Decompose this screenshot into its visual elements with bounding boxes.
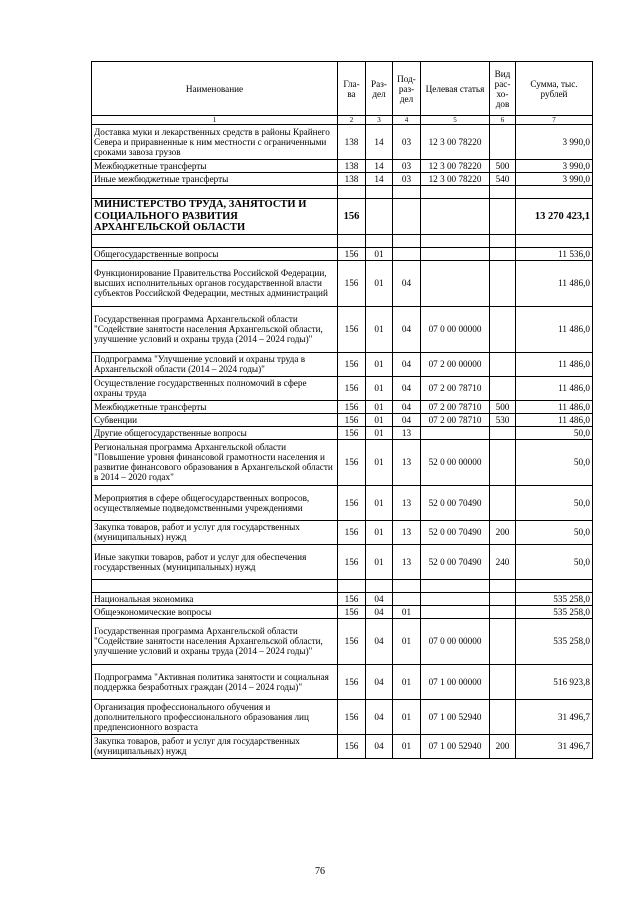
row-chapter-cell: 138 bbox=[338, 173, 366, 186]
row-name-cell: Осуществление государственных полномочий в сфере охраны труда bbox=[92, 376, 338, 400]
table-row bbox=[92, 618, 593, 664]
row-name-cell: Региональная программа Архангельской области "Повышение уровня финансовой грамотности населения и развитие финансового образования в Архангельской области в 2014 – 2020 годах" bbox=[92, 439, 338, 485]
row-target-cell bbox=[421, 579, 490, 592]
row-section-cell: 01 bbox=[366, 520, 393, 544]
row-target-cell bbox=[421, 605, 490, 618]
row-exp-type-cell bbox=[490, 199, 516, 235]
col-num: 4 bbox=[393, 116, 421, 125]
row-sum-cell: 11 486,0 bbox=[516, 376, 593, 400]
row-exp-type-cell bbox=[490, 605, 516, 618]
row-subsection-cell: 03 bbox=[393, 160, 421, 173]
row-subsection-cell: 04 bbox=[393, 400, 421, 413]
row-target-cell bbox=[421, 247, 490, 260]
row-section-cell: 01 bbox=[366, 485, 393, 520]
budget-table bbox=[91, 61, 593, 759]
table-row bbox=[92, 199, 593, 235]
row-section-cell: 01 bbox=[366, 413, 393, 426]
row-target-cell bbox=[421, 426, 490, 439]
table-row bbox=[92, 173, 593, 186]
row-target-cell: 07 1 00 00000 bbox=[421, 664, 490, 699]
page-number: 76 bbox=[315, 866, 325, 877]
row-section-cell: 01 bbox=[366, 247, 393, 260]
row-chapter-cell: 156 bbox=[338, 544, 366, 579]
row-chapter-cell: 156 bbox=[338, 664, 366, 699]
row-name-cell: Иные межбюджетные трансферты bbox=[92, 173, 338, 186]
row-subsection-cell: 13 bbox=[393, 426, 421, 439]
row-sum-cell: 31 496,7 bbox=[516, 734, 593, 758]
row-exp-type-cell: 540 bbox=[490, 173, 516, 186]
row-subsection-cell: 13 bbox=[393, 544, 421, 579]
row-subsection-cell: 01 bbox=[393, 699, 421, 734]
row-chapter-cell: 156 bbox=[338, 592, 366, 605]
header-exp-type: Вид рас-хо-дов bbox=[490, 62, 516, 116]
row-target-cell bbox=[421, 260, 490, 306]
row-chapter-cell: 156 bbox=[338, 247, 366, 260]
row-section-cell: 04 bbox=[366, 699, 393, 734]
row-sum-cell: 50,0 bbox=[516, 544, 593, 579]
table-row bbox=[92, 664, 593, 699]
row-subsection-cell: 04 bbox=[393, 413, 421, 426]
row-exp-type-cell bbox=[490, 485, 516, 520]
row-chapter-cell: 156 bbox=[338, 520, 366, 544]
row-sum-cell: 11 486,0 bbox=[516, 260, 593, 306]
row-subsection-cell: 01 bbox=[393, 618, 421, 664]
row-target-cell bbox=[421, 234, 490, 247]
row-exp-type-cell bbox=[490, 579, 516, 592]
row-name-cell: Мероприятия в сфере общегосударственных вопросов, осуществляемые подведомственными учреждениями bbox=[92, 485, 338, 520]
row-target-cell: 12 3 00 78220 bbox=[421, 125, 490, 160]
row-subsection-cell: 13 bbox=[393, 439, 421, 485]
row-name-cell: Общеэкономические вопросы bbox=[92, 605, 338, 618]
row-sum-cell: 31 496,7 bbox=[516, 699, 593, 734]
row-subsection-cell: 04 bbox=[393, 306, 421, 352]
table-row bbox=[92, 579, 593, 592]
row-exp-type-cell bbox=[490, 664, 516, 699]
row-name-cell: Национальная экономика bbox=[92, 592, 338, 605]
header-name: Наименование bbox=[92, 62, 338, 116]
row-exp-type-cell: 530 bbox=[490, 413, 516, 426]
row-chapter-cell: 156 bbox=[338, 352, 366, 376]
row-name-cell: Иные закупки товаров, работ и услуг для обеспечения государственных (муниципальных) нужд bbox=[92, 544, 338, 579]
header-section: Раз-дел bbox=[366, 62, 393, 116]
row-target-cell bbox=[421, 592, 490, 605]
row-chapter-cell: 156 bbox=[338, 426, 366, 439]
table-row bbox=[92, 376, 593, 400]
row-section-cell: 14 bbox=[366, 160, 393, 173]
row-sum-cell: 13 270 423,1 bbox=[516, 199, 593, 235]
row-sum-cell: 535 258,0 bbox=[516, 618, 593, 664]
row-chapter-cell bbox=[338, 186, 366, 199]
row-name-cell bbox=[92, 579, 338, 592]
row-subsection-cell: 04 bbox=[393, 260, 421, 306]
row-section-cell: 01 bbox=[366, 426, 393, 439]
row-exp-type-cell bbox=[490, 618, 516, 664]
row-sum-cell: 3 990,0 bbox=[516, 160, 593, 173]
table-header-row bbox=[92, 62, 593, 116]
row-target-cell: 52 0 00 70490 bbox=[421, 485, 490, 520]
row-name-cell: Межбюджетные трансферты bbox=[92, 400, 338, 413]
row-chapter-cell: 156 bbox=[338, 199, 366, 235]
row-chapter-cell: 156 bbox=[338, 413, 366, 426]
row-chapter-cell: 156 bbox=[338, 400, 366, 413]
row-name-cell: Межбюджетные трансферты bbox=[92, 160, 338, 173]
row-section-cell bbox=[366, 186, 393, 199]
row-target-cell: 52 0 00 70490 bbox=[421, 520, 490, 544]
row-subsection-cell bbox=[393, 592, 421, 605]
row-section-cell: 04 bbox=[366, 734, 393, 758]
row-exp-type-cell bbox=[490, 125, 516, 160]
row-target-cell bbox=[421, 186, 490, 199]
row-chapter-cell: 156 bbox=[338, 699, 366, 734]
row-exp-type-cell bbox=[490, 439, 516, 485]
row-name-cell: Функционирование Правительства Российской Федерации, высших исполнительных органов государственной власти субъектов Российской Федерации, местных администраций bbox=[92, 260, 338, 306]
row-chapter-cell: 156 bbox=[338, 376, 366, 400]
row-chapter-cell: 156 bbox=[338, 734, 366, 758]
col-num: 1 bbox=[92, 116, 338, 125]
row-target-cell: 07 1 00 52940 bbox=[421, 734, 490, 758]
row-exp-type-cell: 240 bbox=[490, 544, 516, 579]
row-subsection-cell: 01 bbox=[393, 605, 421, 618]
row-exp-type-cell: 500 bbox=[490, 160, 516, 173]
row-exp-type-cell bbox=[490, 306, 516, 352]
row-exp-type-cell bbox=[490, 426, 516, 439]
row-chapter-cell: 156 bbox=[338, 618, 366, 664]
table-row bbox=[92, 605, 593, 618]
row-section-cell: 14 bbox=[366, 125, 393, 160]
table-body bbox=[92, 125, 593, 759]
row-sum-cell: 3 990,0 bbox=[516, 173, 593, 186]
row-subsection-cell bbox=[393, 234, 421, 247]
row-section-cell: 01 bbox=[366, 439, 393, 485]
row-name-cell: Закупка товаров, работ и услуг для государственных (муниципальных) нужд bbox=[92, 520, 338, 544]
table-row bbox=[92, 439, 593, 485]
row-exp-type-cell bbox=[490, 592, 516, 605]
header-subsection: Под-раз-дел bbox=[393, 62, 421, 116]
row-section-cell: 01 bbox=[366, 376, 393, 400]
row-section-cell bbox=[366, 199, 393, 235]
row-section-cell bbox=[366, 579, 393, 592]
table-row bbox=[92, 186, 593, 199]
row-subsection-cell: 01 bbox=[393, 664, 421, 699]
row-section-cell: 01 bbox=[366, 260, 393, 306]
row-target-cell: 07 2 00 78710 bbox=[421, 413, 490, 426]
table-row bbox=[92, 734, 593, 758]
row-sum-cell: 11 486,0 bbox=[516, 352, 593, 376]
column-number-row bbox=[92, 116, 593, 125]
row-name-cell bbox=[92, 234, 338, 247]
table-row bbox=[92, 544, 593, 579]
table-row bbox=[92, 125, 593, 160]
row-section-cell bbox=[366, 234, 393, 247]
table-row bbox=[92, 426, 593, 439]
row-target-cell: 07 2 00 00000 bbox=[421, 352, 490, 376]
header-chapter: Гла-ва bbox=[338, 62, 366, 116]
row-sum-cell: 50,0 bbox=[516, 426, 593, 439]
row-subsection-cell bbox=[393, 186, 421, 199]
row-name-cell: Подпрограмма "Активная политика занятости и социальная поддержка безработных граждан (2014 – 2024 годы)" bbox=[92, 664, 338, 699]
row-chapter-cell: 156 bbox=[338, 485, 366, 520]
row-name-cell: Государственная программа Архангельской области "Содействие занятости населения Архангельской области, улучшение условий и охраны труда (2014 – 2024 годы)" bbox=[92, 618, 338, 664]
row-subsection-cell: 13 bbox=[393, 485, 421, 520]
row-name-cell: Закупка товаров, работ и услуг для государственных (муниципальных) нужд bbox=[92, 734, 338, 758]
col-num: 2 bbox=[338, 116, 366, 125]
row-sum-cell: 50,0 bbox=[516, 520, 593, 544]
row-name-cell: Организация профессионального обучения и дополнительного профессионального образования лиц предпенсионного возраста bbox=[92, 699, 338, 734]
row-sum-cell: 11 536,0 bbox=[516, 247, 593, 260]
row-target-cell: 12 3 00 78220 bbox=[421, 160, 490, 173]
table-row bbox=[92, 592, 593, 605]
row-section-cell: 01 bbox=[366, 306, 393, 352]
row-target-cell: 12 3 00 78220 bbox=[421, 173, 490, 186]
row-exp-type-cell bbox=[490, 247, 516, 260]
row-exp-type-cell: 200 bbox=[490, 520, 516, 544]
row-section-cell: 01 bbox=[366, 400, 393, 413]
row-name-cell: Другие общегосударственные вопросы bbox=[92, 426, 338, 439]
row-sum-cell: 11 486,0 bbox=[516, 400, 593, 413]
row-exp-type-cell bbox=[490, 699, 516, 734]
row-name-cell: Субвенции bbox=[92, 413, 338, 426]
row-exp-type-cell bbox=[490, 376, 516, 400]
row-sum-cell: 50,0 bbox=[516, 439, 593, 485]
row-target-cell: 52 0 00 00000 bbox=[421, 439, 490, 485]
row-chapter-cell: 156 bbox=[338, 605, 366, 618]
row-section-cell: 04 bbox=[366, 605, 393, 618]
row-subsection-cell: 01 bbox=[393, 734, 421, 758]
row-target-cell: 07 2 00 78710 bbox=[421, 376, 490, 400]
col-num: 5 bbox=[421, 116, 490, 125]
row-chapter-cell: 138 bbox=[338, 125, 366, 160]
table-row bbox=[92, 160, 593, 173]
row-section-cell: 01 bbox=[366, 352, 393, 376]
row-name-cell: Государственная программа Архангельской области "Содействие занятости населения Архангельской области, улучшение условий и охраны труда (2014 – 2024 годы)" bbox=[92, 306, 338, 352]
table-row bbox=[92, 234, 593, 247]
table-row bbox=[92, 699, 593, 734]
row-subsection-cell: 04 bbox=[393, 352, 421, 376]
row-sum-cell: 50,0 bbox=[516, 485, 593, 520]
row-sum-cell bbox=[516, 234, 593, 247]
col-num: 7 bbox=[516, 116, 593, 125]
row-section-cell: 01 bbox=[366, 544, 393, 579]
row-name-cell: Общегосударственные вопросы bbox=[92, 247, 338, 260]
row-subsection-cell bbox=[393, 199, 421, 235]
row-exp-type-cell bbox=[490, 234, 516, 247]
table-row bbox=[92, 520, 593, 544]
header-target: Целевая статья bbox=[421, 62, 490, 116]
row-section-cell: 04 bbox=[366, 664, 393, 699]
row-target-cell: 07 2 00 78710 bbox=[421, 400, 490, 413]
row-sum-cell: 11 486,0 bbox=[516, 413, 593, 426]
row-sum-cell: 535 258,0 bbox=[516, 592, 593, 605]
row-sum-cell bbox=[516, 186, 593, 199]
row-subsection-cell: 04 bbox=[393, 376, 421, 400]
header-sum: Сумма, тыс. рублей bbox=[516, 62, 593, 116]
row-name-cell bbox=[92, 186, 338, 199]
col-num: 3 bbox=[366, 116, 393, 125]
row-name-cell: МИНИСТЕРСТВО ТРУДА, ЗАНЯТОСТИ И СОЦИАЛЬНОГО РАЗВИТИЯ АРХАНГЕЛЬСКОЙ ОБЛАСТИ bbox=[92, 199, 338, 235]
row-section-cell: 04 bbox=[366, 592, 393, 605]
row-exp-type-cell bbox=[490, 352, 516, 376]
table-row bbox=[92, 485, 593, 520]
row-chapter-cell: 156 bbox=[338, 306, 366, 352]
col-num: 6 bbox=[490, 116, 516, 125]
row-sum-cell: 11 486,0 bbox=[516, 306, 593, 352]
table-row bbox=[92, 413, 593, 426]
row-section-cell: 04 bbox=[366, 618, 393, 664]
row-target-cell: 07 0 00 00000 bbox=[421, 618, 490, 664]
row-target-cell: 52 0 00 70490 bbox=[421, 544, 490, 579]
row-subsection-cell bbox=[393, 579, 421, 592]
row-target-cell: 07 1 00 52940 bbox=[421, 699, 490, 734]
row-target-cell: 07 0 00 00000 bbox=[421, 306, 490, 352]
row-exp-type-cell: 500 bbox=[490, 400, 516, 413]
row-sum-cell: 535 258,0 bbox=[516, 605, 593, 618]
row-name-cell: Подпрограмма "Улучшение условий и охраны труда в Архангельской области (2014 – 2024 годы)" bbox=[92, 352, 338, 376]
row-chapter-cell: 138 bbox=[338, 160, 366, 173]
row-chapter-cell bbox=[338, 579, 366, 592]
table-row bbox=[92, 400, 593, 413]
row-subsection-cell bbox=[393, 247, 421, 260]
table-row bbox=[92, 247, 593, 260]
table-row bbox=[92, 352, 593, 376]
row-subsection-cell: 03 bbox=[393, 125, 421, 160]
row-chapter-cell: 156 bbox=[338, 260, 366, 306]
row-subsection-cell: 13 bbox=[393, 520, 421, 544]
row-sum-cell bbox=[516, 579, 593, 592]
table-row bbox=[92, 260, 593, 306]
row-exp-type-cell bbox=[490, 260, 516, 306]
row-section-cell: 14 bbox=[366, 173, 393, 186]
row-exp-type-cell bbox=[490, 186, 516, 199]
table-row bbox=[92, 306, 593, 352]
row-exp-type-cell: 200 bbox=[490, 734, 516, 758]
row-sum-cell: 516 923,8 bbox=[516, 664, 593, 699]
row-target-cell bbox=[421, 199, 490, 235]
row-chapter-cell: 156 bbox=[338, 439, 366, 485]
row-subsection-cell: 03 bbox=[393, 173, 421, 186]
row-sum-cell: 3 990,0 bbox=[516, 125, 593, 160]
row-name-cell: Доставка муки и лекарственных средств в районы Крайнего Севера и приравненные к ним местности с ограниченными сроками завоза грузов bbox=[92, 125, 338, 160]
row-chapter-cell bbox=[338, 234, 366, 247]
